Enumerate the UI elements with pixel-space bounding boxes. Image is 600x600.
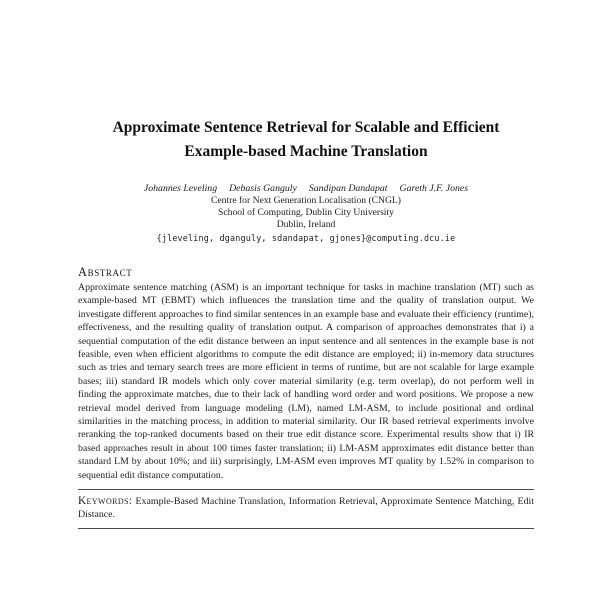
keywords-rule-top (78, 489, 534, 490)
title-line-1: Approximate Sentence Retrieval for Scalable and Efficient (112, 119, 500, 136)
author-list (78, 183, 534, 195)
keywords-label: Keywords: (78, 495, 133, 508)
abstract-heading: Abstract (78, 265, 133, 279)
author-name: Gareth J.F. Jones (399, 183, 469, 194)
title-line-2: Example-based Machine Translation (184, 143, 428, 160)
keywords-text: Example-Based Machine Translation, Information Retrieval, Approximate Sentence Matching, Edit Distance. (78, 496, 534, 521)
keywords-rule-bottom (78, 528, 534, 529)
keywords-section (78, 495, 534, 521)
affiliation-line-2: School of Computing, Dublin City University (218, 207, 394, 218)
author-name: Sandipan Dandapat (308, 183, 388, 194)
document-content (78, 116, 534, 529)
affiliation-line-3: Dublin, Ireland (276, 219, 336, 230)
author-name: Debasis Ganguly (229, 183, 297, 194)
author-name: Johannes Leveling (143, 183, 218, 194)
abstract-body: Approximate sentence matching (ASM) is an important technique for tasks in machine translation (MT) such as example-based MT (EBMT) which influences the translation time and the quality of translation output. We investigate different approaches to find similar sentences in an example base and evaluate their efficiency (runtime), effectiveness, and the resulting quality of translation output. A comparison of approaches demonstrates that i) a sequential computation of the edit distance between an input sentence and all sentences in the example base is not feasible, even when efficient algorithms to compute the edit distance are employed; ii) in-memory data structures such as tries and ternary search trees are more efficient in terms of runtime, but are not scalable for large example bases; iii) standard IR models which only cover material similarity (e.g. term overlap), do not perform well in finding the approximate matches, due to their lack of handling word order and word positions. We propose a new retrieval model derived from language modeling (LM), named LM-ASM, to include positional and ordinal similarities in the matching process, in addition to material similarity. Our IR based retrieval experiments involve reranking the top-ranked documents based on their true edit distance score. Experimental results show that i) IR based approaches result in about 100 times faster translation; ii) LM-ASM approximates edit distance better than standard LM by about 10%; and iii) surprisingly, LM-ASM even improves MT quality by 1.52% in comparison to sequential edit distance computation. (78, 282, 534, 481)
paper-title (78, 116, 534, 164)
affiliation-line-1: Centre for Next Generation Localisation (CNGL) (211, 195, 401, 206)
email-line: {jleveling, dganguly, sdandapat, gjones}@computing.dcu.ie (156, 233, 456, 243)
